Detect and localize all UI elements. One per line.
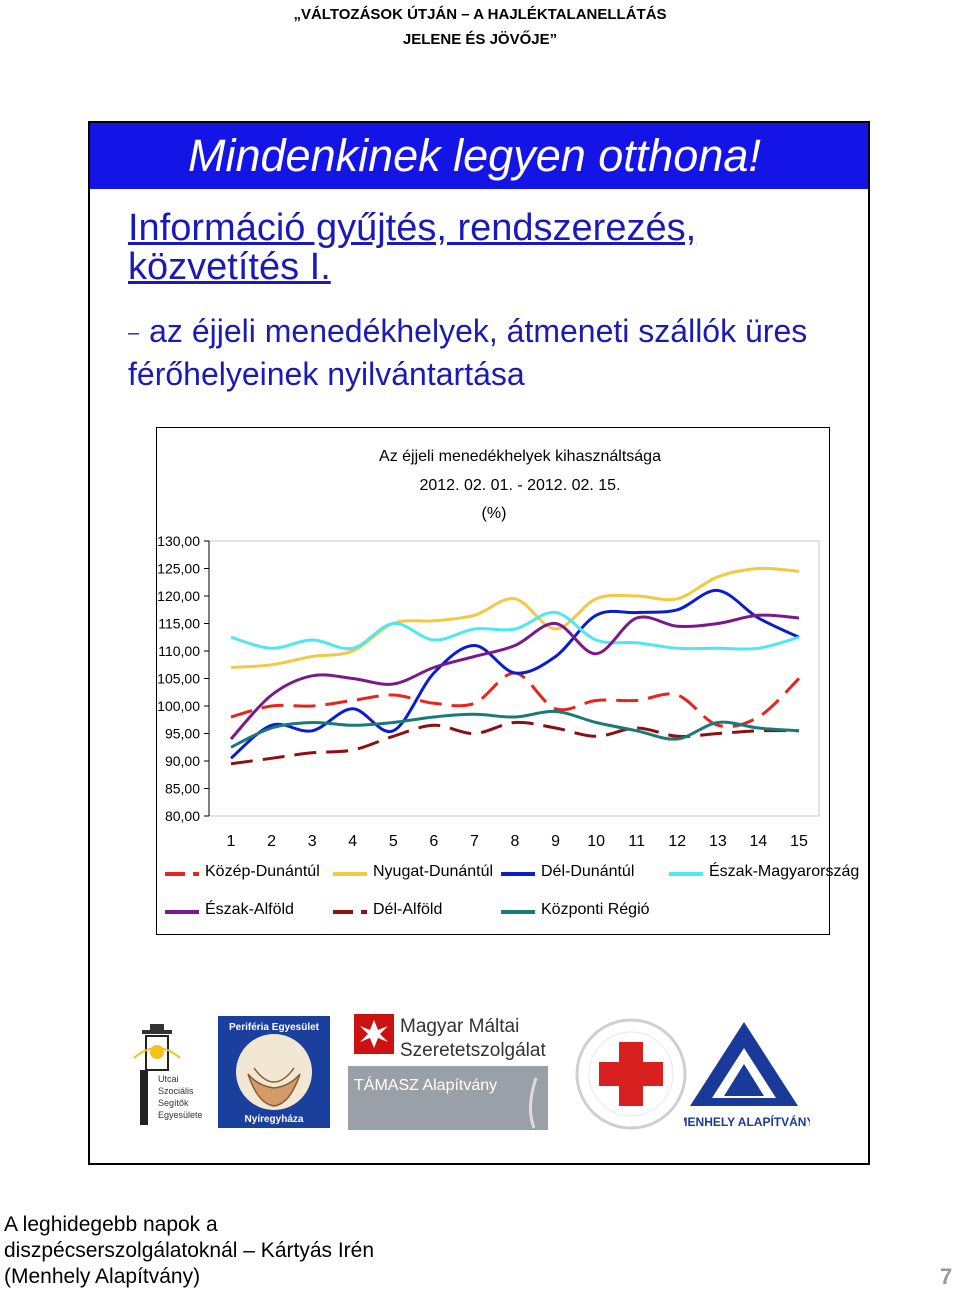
footer-line-1: A leghidegebb napok a — [4, 1213, 218, 1236]
maltai-emblem — [348, 1008, 562, 1133]
legend-label: Dél-Dunántúl — [541, 863, 635, 880]
x-tick-label: 11 — [628, 833, 646, 850]
legend-swatch — [501, 910, 535, 914]
x-tick-label: 4 — [348, 833, 358, 850]
legend-label: Központi Régió — [541, 901, 650, 918]
title-banner — [90, 123, 868, 189]
y-tick-label: 110,00 — [158, 643, 200, 659]
menhely-logo-text: MENHELY ALAPÍTVÁNY — [684, 1115, 810, 1129]
footer-line-3: (Menhely Alapítvány) — [4, 1265, 201, 1288]
x-tick-label: 14 — [749, 833, 768, 850]
x-tick-label: 13 — [708, 833, 727, 850]
footer-line-2: diszpécserszolgálatoknál – Kártyás Irén — [4, 1239, 375, 1262]
legend-label: Dél-Alföld — [373, 901, 443, 918]
header-line-2: JELENE ÉS JÖVŐJE” — [402, 31, 558, 48]
legend-swatch — [333, 910, 367, 914]
x-tick-label: 6 — [429, 833, 439, 850]
legend-label: Észak-Alföld — [205, 901, 294, 918]
periferia-logo — [218, 1016, 330, 1128]
x-tick-label: 3 — [307, 833, 317, 850]
y-tick-label: 120,00 — [157, 588, 200, 604]
maltai-logo — [348, 1008, 562, 1133]
utcai-logo-text-2: Szociális — [158, 1086, 194, 1096]
page-header — [0, 0, 960, 52]
voroskereszt-logo — [573, 1016, 689, 1132]
x-tick-label: 12 — [668, 833, 687, 850]
legend-swatch — [501, 872, 535, 876]
bullet-text: az éjjeli menedékhelyek, átmeneti szállók üres férőhelyeinek nyilvántartása — [128, 313, 808, 393]
utcai-szocialis-emblem — [120, 1018, 210, 1130]
utcai-szocialis-logo — [120, 1018, 210, 1130]
footer-caption — [4, 1212, 374, 1290]
header-line-1: „VÁLTOZÁSOK ÚTJÁN – A HAJLÉKTALANELLÁTÁS — [293, 6, 667, 23]
x-tick-label: 9 — [551, 833, 561, 850]
y-tick-label: 80,00 — [164, 808, 200, 824]
chart-subtitle: 2012. 02. 01. - 2012. 02. 15. — [419, 477, 621, 494]
slide — [88, 121, 870, 1165]
x-tick-label: 7 — [469, 833, 479, 850]
x-tick-label: 1 — [226, 833, 236, 850]
x-tick-label: 8 — [510, 833, 520, 850]
bullet-mark: – — [128, 322, 140, 345]
legend-label: Észak-Magyarország — [709, 863, 860, 880]
chart — [156, 427, 860, 935]
periferia-emblem — [218, 1016, 330, 1128]
legend-label: Közép-Dunántúl — [205, 863, 320, 880]
slide-heading: Információ gyűjtés, rendszerezés, közvetítés I. — [128, 207, 697, 288]
periferia-logo-text: Periféria Egyesület — [228, 1022, 320, 1033]
y-tick-label: 105,00 — [157, 670, 200, 687]
chart-title: Az éjjeli menedékhelyek kihasználtsága — [379, 448, 661, 465]
maltai-line-1: Magyar Máltai — [400, 1016, 520, 1037]
y-tick-label: 115,00 — [158, 615, 200, 632]
y-tick-label: 85,00 — [164, 780, 200, 797]
maltai-line-2: Szeretetszolgálat — [400, 1040, 546, 1061]
page-number: 7 — [940, 1264, 953, 1289]
legend-swatch — [165, 872, 199, 876]
y-tick-label: 125,00 — [157, 560, 200, 577]
chart-unit-label: (%) — [481, 505, 507, 522]
legend-swatch — [165, 910, 199, 914]
periferia-logo-city: Nyíregyháza — [244, 1114, 304, 1125]
x-tick-label: 15 — [790, 833, 808, 850]
legend-swatch — [333, 872, 367, 876]
red-cross-emblem — [573, 1016, 689, 1132]
utcai-logo-text: Utcai — [158, 1074, 179, 1084]
x-tick-label: 2 — [267, 833, 277, 850]
bullet-item — [128, 311, 848, 395]
y-tick-label: 90,00 — [164, 753, 200, 769]
y-tick-label: 100,00 — [157, 698, 200, 714]
y-tick-label: 130,00 — [157, 533, 200, 549]
banner-title: Mindenkinek legyen otthona! — [188, 130, 761, 181]
tamasz-text: TÁMASZ Alapítvány — [354, 1077, 498, 1094]
menhely-logo — [684, 1018, 810, 1136]
utcai-logo-text-4: Egyesülete — [158, 1110, 203, 1120]
x-tick-label: 10 — [587, 833, 606, 850]
utcai-logo-text-3: Segítők — [158, 1098, 189, 1108]
chart-svg — [157, 428, 831, 936]
menhely-emblem — [684, 1018, 810, 1136]
legend-swatch — [669, 872, 703, 876]
y-tick-label: 95,00 — [164, 725, 200, 742]
legend-label: Nyugat-Dunántúl — [373, 863, 494, 880]
x-tick-label: 5 — [388, 833, 398, 850]
